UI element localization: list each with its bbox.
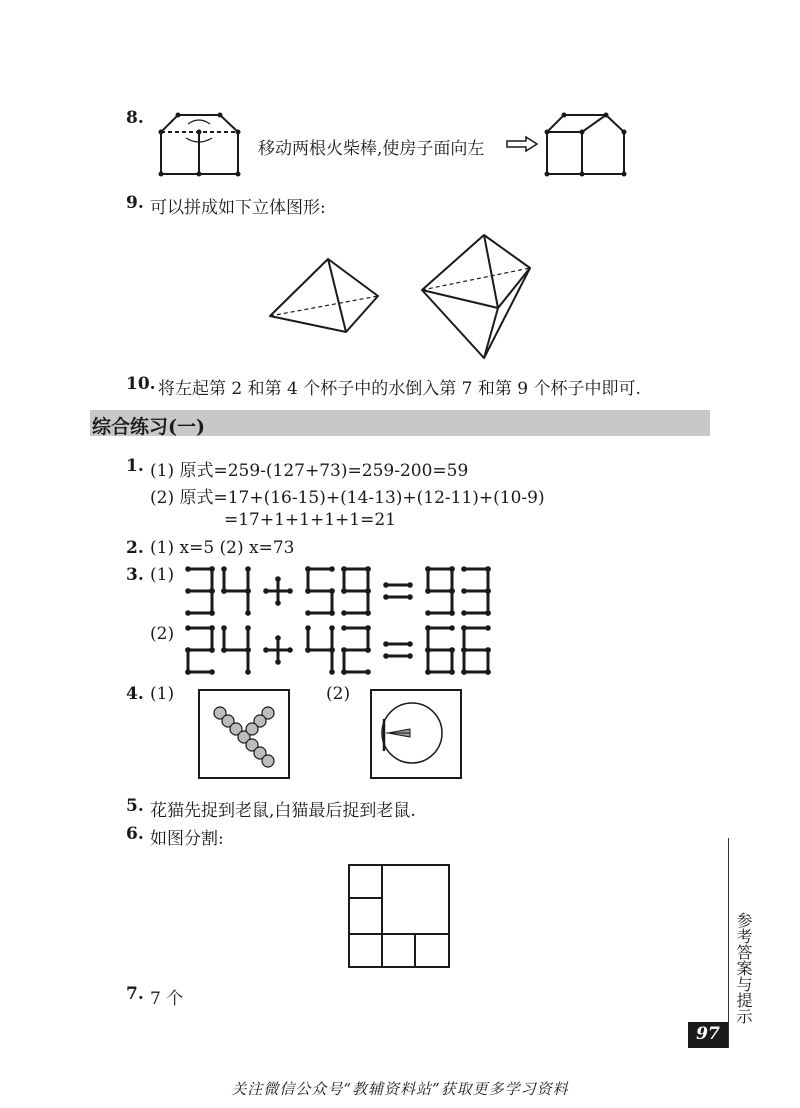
beads-figure [198, 689, 290, 779]
matchstick-char [263, 635, 293, 665]
q6-number: 6. [126, 824, 144, 844]
circle-sector-figure [370, 689, 462, 779]
q3-sub2-label: (2) [150, 624, 175, 644]
q4-sub1-label: (1) [150, 684, 175, 704]
q8-text: 移动两根火柴棒,使房子面向左 [258, 139, 485, 159]
q10-text: 将左起第 2 和第 4 个杯子中的水倒入第 7 和第 9 个杯子中即可. [158, 379, 641, 399]
matchstick-char [185, 566, 215, 616]
q2-text: (1) x=5 (2) x=73 [150, 538, 295, 558]
footer-watermark: 关注微信公众号“教辅资料站”获取更多学习资料 [231, 1080, 569, 1098]
q1-line3: =17+1+1+1+1=21 [224, 510, 396, 530]
matchstick-char [425, 566, 455, 616]
q1-line1: (1) 原式=259-(127+73)=259-200=59 [150, 461, 469, 481]
q5-text: 花猫先捉到老鼠,白猫最后捉到老鼠. [150, 801, 416, 821]
matchstick-char [263, 576, 293, 606]
sidebar-label: 参考答案与提示 [734, 912, 753, 1024]
matchstick-char [461, 625, 491, 675]
q10-number: 10. [126, 374, 156, 394]
matchstick-equation-1 [186, 566, 496, 616]
matchstick-char [425, 625, 455, 675]
q7-number: 7. [126, 984, 144, 1004]
matchstick-char [461, 566, 491, 616]
q4-sub2-label: (2) [326, 684, 351, 704]
q5-number: 5. [126, 796, 144, 816]
q3-number: 3. [126, 565, 144, 585]
sidebar-divider [728, 838, 729, 1048]
q2-number: 2. [126, 538, 144, 558]
pyramid-figure [266, 256, 382, 336]
page-number: 97 [696, 1024, 720, 1044]
matchstick-char [341, 625, 371, 675]
house-figure-after [544, 112, 628, 178]
right-arrow-icon [506, 136, 538, 152]
q1-line2: (2) 原式=17+(16-15)+(14-13)+(12-11)+(10-9) [150, 488, 545, 508]
q3-sub1-label: (1) [150, 565, 175, 585]
q7-text: 7 个 [150, 989, 184, 1009]
matchstick-char [383, 641, 413, 659]
matchstick-char [305, 625, 335, 675]
q9-text: 可以拼成如下立体图形: [150, 198, 326, 218]
bipyramid-figure [418, 232, 534, 362]
house-figure-before [158, 112, 244, 178]
q8-number: 8. [126, 108, 144, 128]
q1-number: 1. [126, 456, 144, 476]
matchstick-char [305, 566, 335, 616]
matchstick-char [383, 582, 413, 600]
section-title: 综合练习(一) [92, 416, 205, 438]
square-division-figure [348, 864, 450, 968]
matchstick-char [221, 566, 251, 616]
matchstick-char [221, 625, 251, 675]
q9-number: 9. [126, 193, 144, 213]
q6-text: 如图分割: [150, 829, 224, 849]
q4-number: 4. [126, 684, 144, 704]
matchstick-char [341, 566, 371, 616]
matchstick-equation-2 [186, 625, 496, 675]
matchstick-char [185, 625, 215, 675]
